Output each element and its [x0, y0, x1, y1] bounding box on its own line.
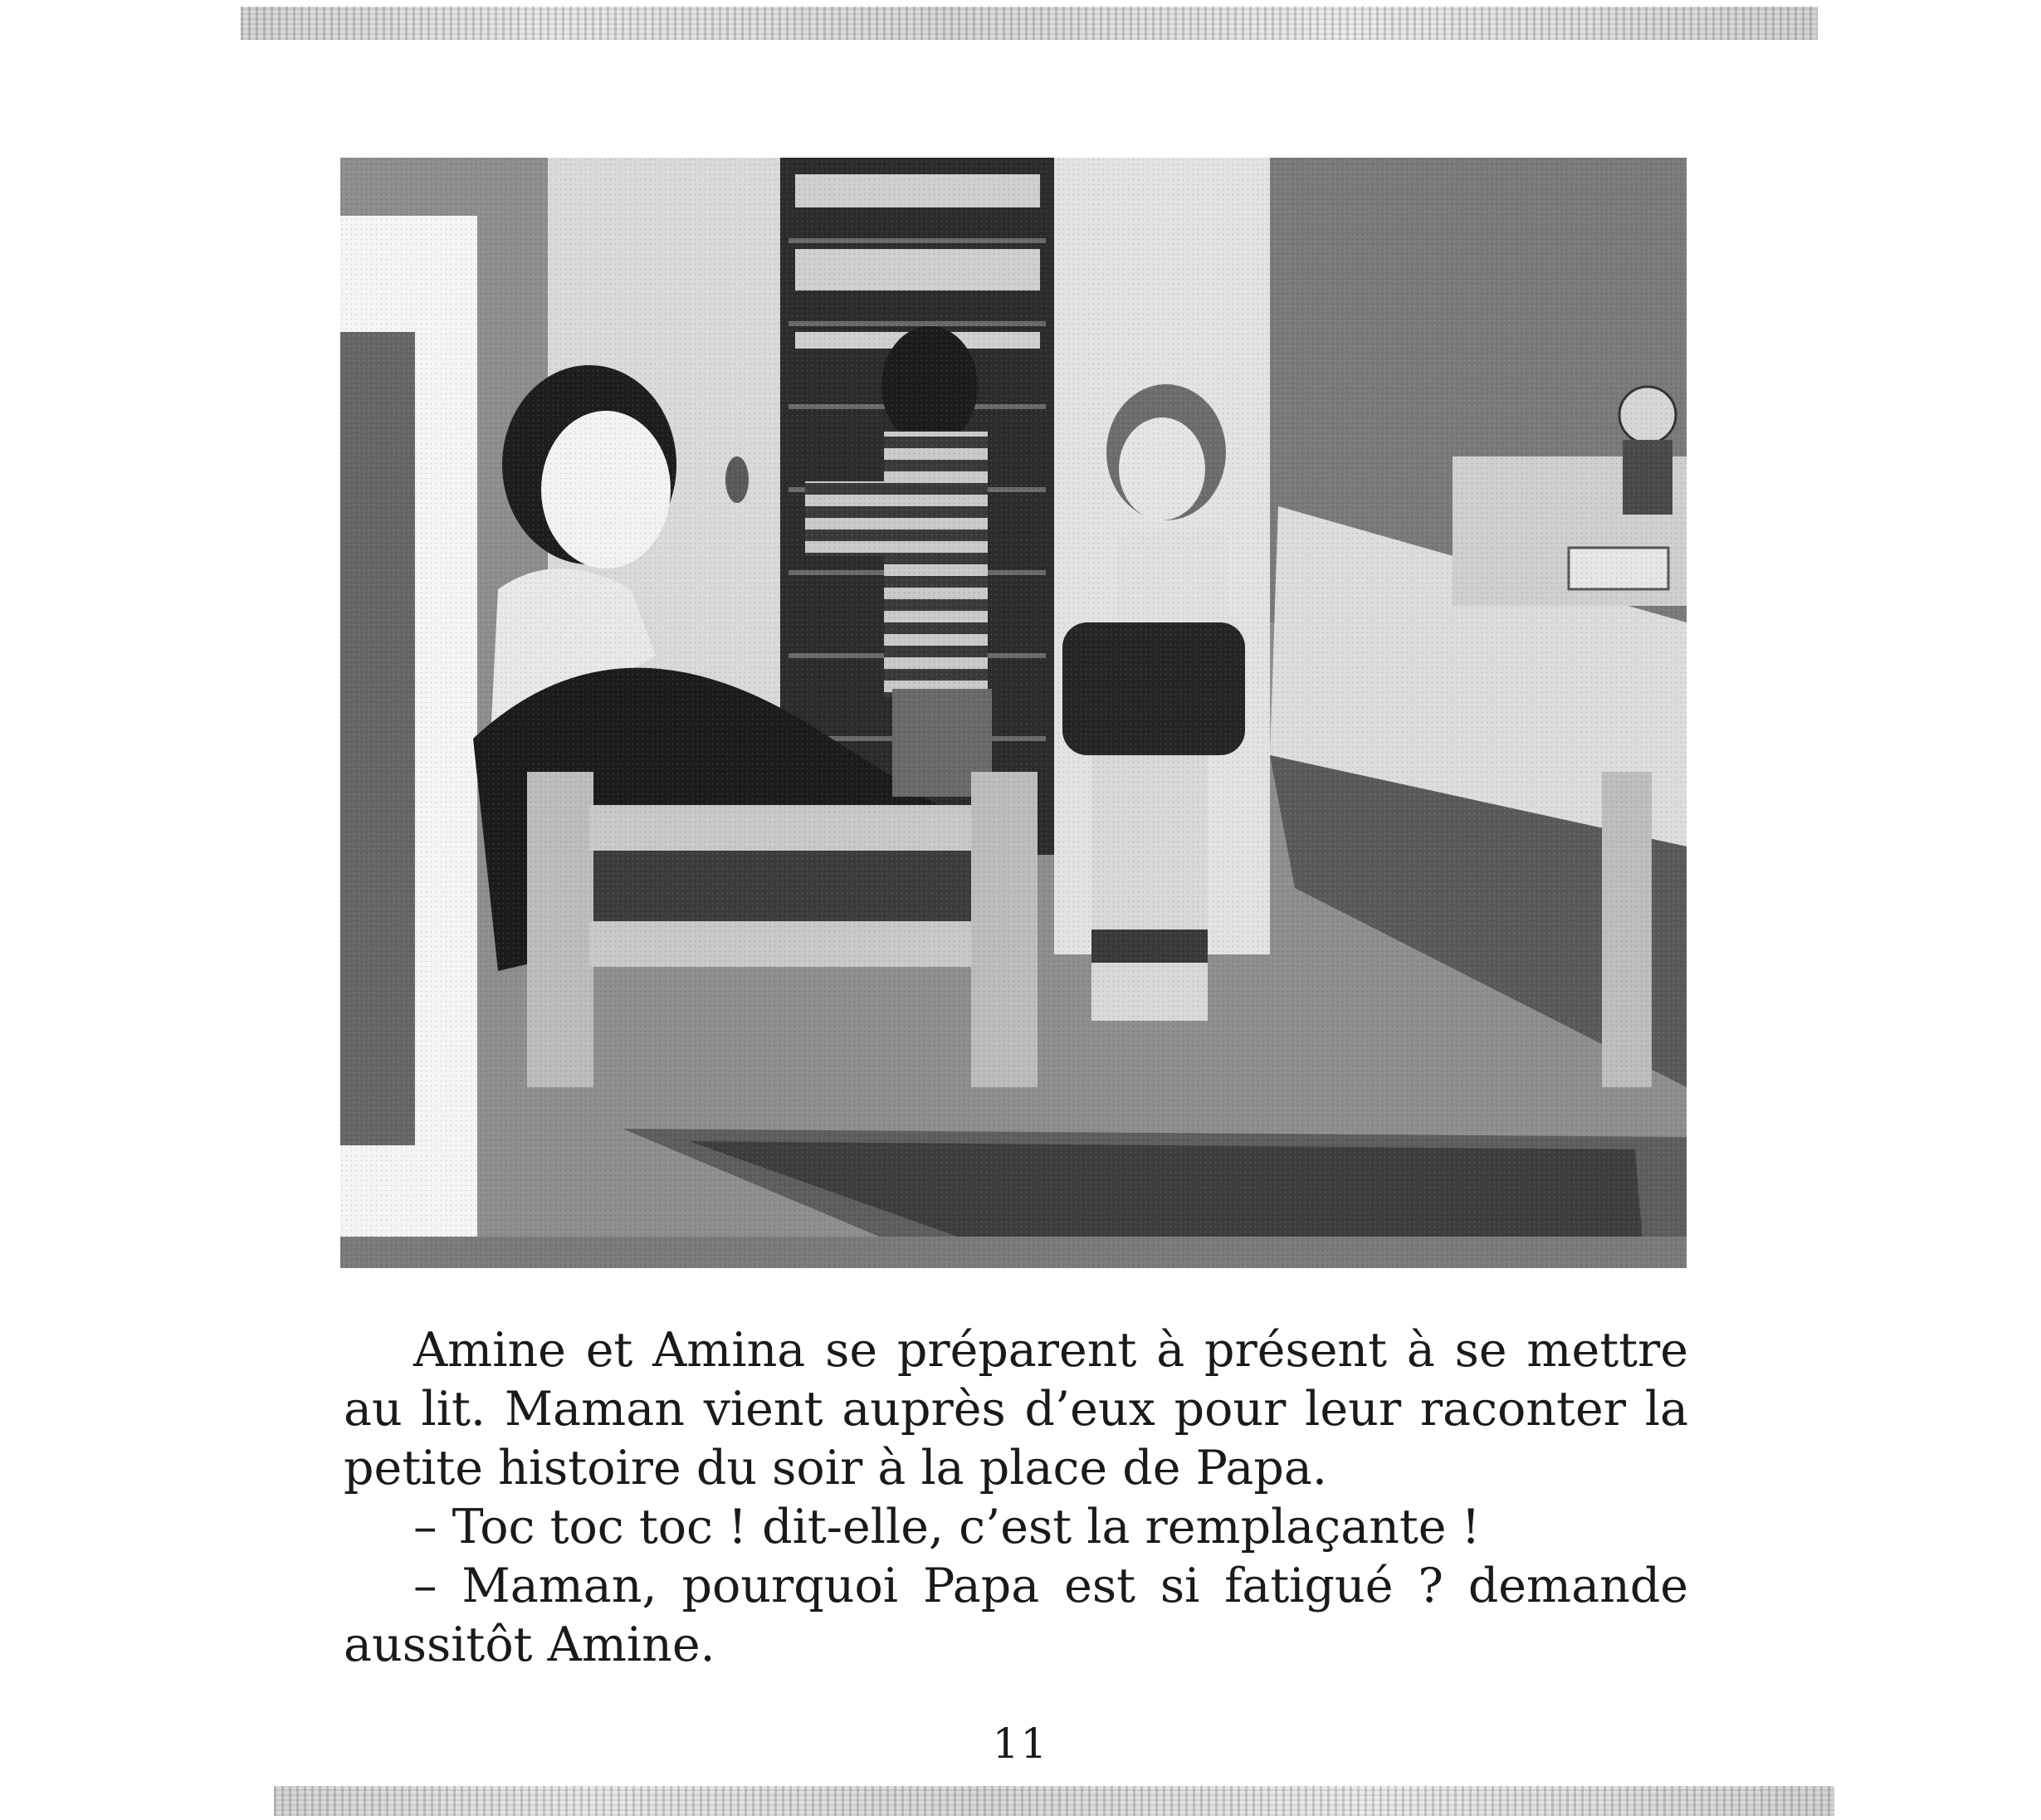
dialogue-line-2: – Maman, pourquoi Papa est si fatigué ? demande aussitôt Amine. — [344, 1559, 1688, 1672]
narration-paragraph: Amine et Amina se préparent à présent à se mettre au lit. Maman vient auprès d’eux pour leur raconter la petite histoire du soir à la place de Papa. — [344, 1323, 1688, 1496]
dialogue-line-1: – Toc toc toc ! dit-elle, c’est la remplaçante ! — [413, 1500, 1481, 1554]
scan-noise-top — [241, 7, 1818, 40]
page-number: 11 — [992, 1720, 1049, 1768]
story-text — [344, 1321, 1688, 1675]
bedroom-illustration — [340, 158, 1687, 1268]
scan-noise-bottom — [274, 1786, 1834, 1816]
